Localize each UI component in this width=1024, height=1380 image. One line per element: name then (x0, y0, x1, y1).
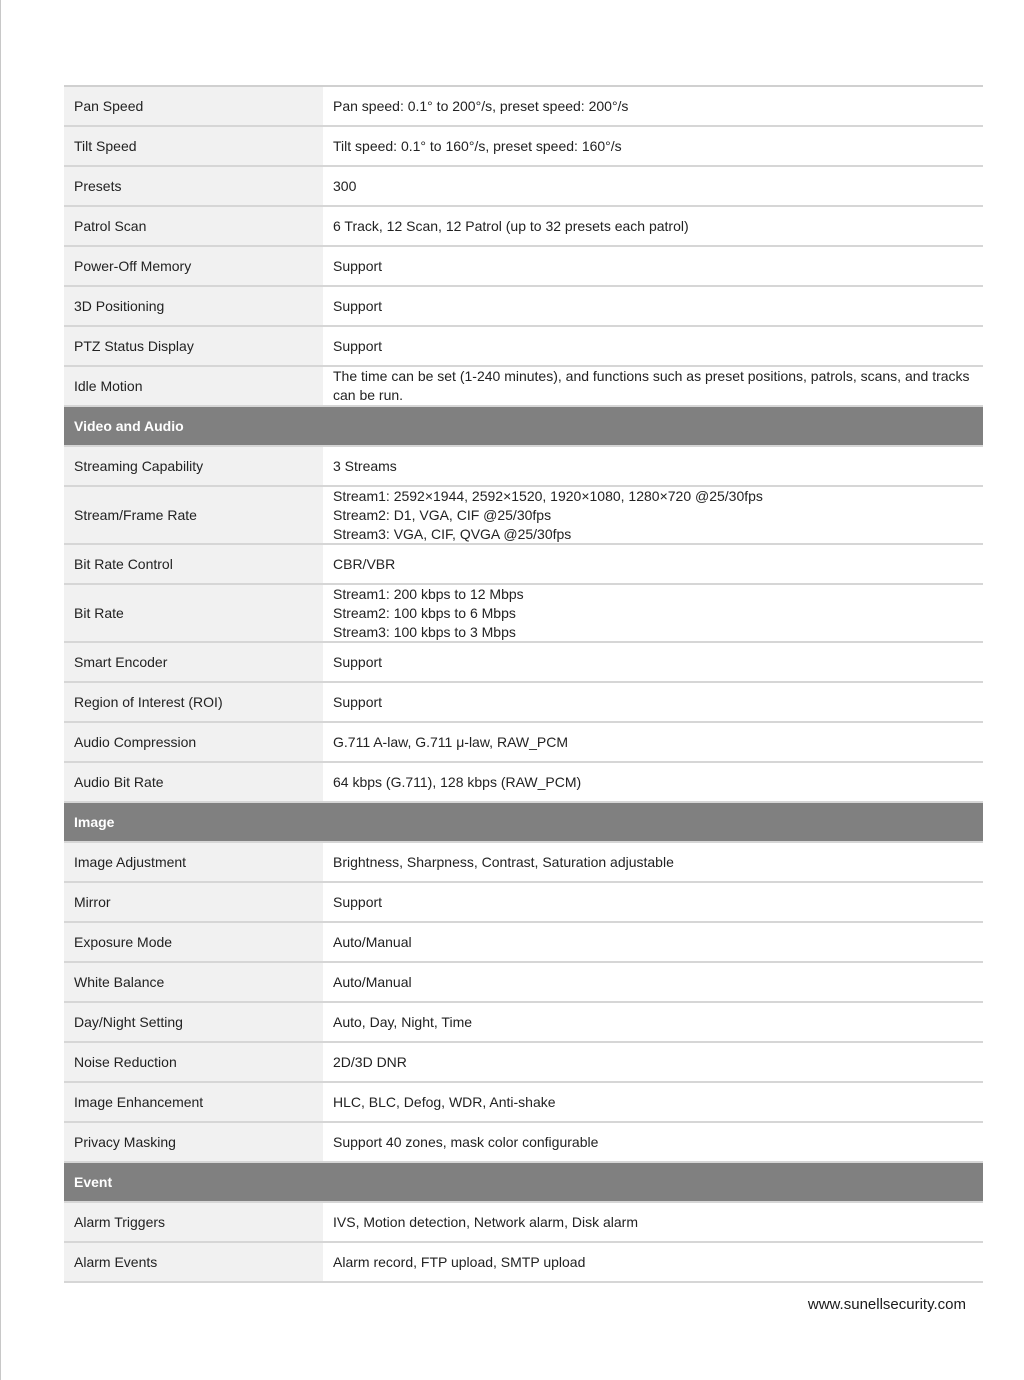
spec-label: PTZ Status Display (64, 327, 323, 365)
spec-row-exposure-mode (64, 923, 983, 963)
spec-value (323, 723, 983, 761)
spec-value-line: IVS, Motion detection, Network alarm, Disk alarm (333, 1213, 638, 1230)
spec-row-white-balance (64, 963, 983, 1003)
spec-label: Bit Rate Control (64, 545, 323, 583)
spec-value (323, 883, 983, 921)
spec-label: Audio Compression (64, 723, 323, 761)
section-header-video-audio: Video and Audio (64, 407, 983, 447)
spec-value-line: Alarm record, FTP upload, SMTP upload (333, 1253, 586, 1270)
spec-value-line: Support (333, 893, 383, 910)
spec-label: Noise Reduction (64, 1043, 323, 1081)
spec-label: Region of Interest (ROI) (64, 683, 323, 721)
spec-value-line: CBR/VBR (333, 555, 396, 572)
spec-row-patrol-scan (64, 207, 983, 247)
spec-row-tilt-speed (64, 127, 983, 167)
spec-label: Stream/Frame Rate (64, 487, 323, 543)
spec-value-line: 2D/3D DNR (333, 1053, 407, 1070)
spec-value (323, 643, 983, 681)
spec-value-line: Stream3: 100 kbps to 3 Mbps (333, 623, 516, 640)
spec-value (323, 923, 983, 961)
spec-label: Pan Speed (64, 87, 323, 125)
spec-label: Image Adjustment (64, 843, 323, 881)
spec-value-line: Brightness, Sharpness, Contrast, Saturation adjustable (333, 853, 674, 870)
spec-value-line: Support (333, 337, 383, 354)
spec-row-3d-positioning (64, 287, 983, 327)
spec-row-smart-encoder (64, 643, 983, 683)
spec-value-line: Stream3: VGA, CIF, QVGA @25/30fps (333, 525, 572, 542)
spec-row-ptz-status-display (64, 327, 983, 367)
spec-value-line: 6 Track, 12 Scan, 12 Patrol (up to 32 presets each patrol) (333, 217, 689, 234)
spec-label: Tilt Speed (64, 127, 323, 165)
spec-value (323, 167, 983, 205)
spec-value-line: Support (333, 653, 383, 670)
spec-label: Smart Encoder (64, 643, 323, 681)
spec-value (323, 1203, 983, 1241)
spec-row-mirror (64, 883, 983, 923)
spec-row-region-of-interest (64, 683, 983, 723)
spec-label: Alarm Triggers (64, 1203, 323, 1241)
spec-value (323, 247, 983, 285)
footer-website-url: www.sunellsecurity.com (807, 1296, 966, 1313)
spec-row-idle-motion (64, 367, 983, 407)
spec-row-presets (64, 167, 983, 207)
spec-value (323, 763, 983, 801)
spec-row-pan-speed (64, 87, 983, 127)
spec-value-line: Auto, Day, Night, Time (333, 1013, 473, 1030)
spec-value-line: Stream1: 2592×1944, 2592×1520, 1920×1080, 1280×720 @25/30fps (333, 487, 763, 504)
spec-value-line: Auto/Manual (333, 973, 412, 990)
spec-value-line: Support (333, 297, 383, 314)
spec-row-alarm-triggers (64, 1203, 983, 1243)
spec-value-line: 3 Streams (333, 457, 397, 474)
spec-label: Exposure Mode (64, 923, 323, 961)
spec-value (323, 1083, 983, 1121)
spec-value (323, 683, 983, 721)
spec-value (323, 127, 983, 165)
spec-value-line: Stream2: 100 kbps to 6 Mbps (333, 604, 516, 621)
spec-row-streaming-capability (64, 447, 983, 487)
spec-label: Patrol Scan (64, 207, 323, 245)
spec-label: Day/Night Setting (64, 1003, 323, 1041)
section-header-event: Event (64, 1163, 983, 1203)
spec-value (323, 1243, 983, 1281)
spec-value (323, 207, 983, 245)
spec-value-line: HLC, BLC, Defog, WDR, Anti-shake (333, 1093, 556, 1110)
spec-label: Idle Motion (64, 367, 323, 405)
spec-value-line: Support (333, 693, 383, 710)
spec-value-line: Tilt speed: 0.1° to 160°/s, preset speed: 160°/s (333, 137, 622, 154)
spec-value-line: G.711 A-law, G.711 μ-law, RAW_PCM (333, 733, 568, 750)
spec-row-noise-reduction (64, 1043, 983, 1083)
spec-row-stream-frame-rate (64, 487, 983, 545)
spec-table (64, 85, 983, 1283)
spec-row-day-night-setting (64, 1003, 983, 1043)
spec-value-line: 64 kbps (G.711), 128 kbps (RAW_PCM) (333, 773, 582, 790)
spec-value (323, 1043, 983, 1081)
spec-label: Streaming Capability (64, 447, 323, 485)
spec-row-alarm-events (64, 1243, 983, 1283)
spec-label: Alarm Events (64, 1243, 323, 1281)
spec-row-power-off-memory (64, 247, 983, 287)
spec-value (323, 327, 983, 365)
spec-row-image-enhancement (64, 1083, 983, 1123)
spec-label: Image Enhancement (64, 1083, 323, 1121)
page-edge-line (0, 0, 1, 1380)
spec-value (323, 447, 983, 485)
spec-value (323, 585, 983, 641)
spec-value (323, 545, 983, 583)
spec-value-line: 300 (333, 177, 357, 194)
spec-value-line: Stream1: 200 kbps to 12 Mbps (333, 585, 524, 602)
spec-label: Audio Bit Rate (64, 763, 323, 801)
spec-value (323, 487, 983, 543)
spec-value (323, 87, 983, 125)
spec-label: White Balance (64, 963, 323, 1001)
spec-row-privacy-masking (64, 1123, 983, 1163)
section-header-image: Image (64, 803, 983, 843)
spec-value-line: Support (333, 257, 383, 274)
spec-label: Power-Off Memory (64, 247, 323, 285)
spec-value-line: The time can be set (1-240 minutes), and functions such as preset positions, patrols, scans, and tracks (333, 368, 970, 384)
spec-value-line: Auto/Manual (333, 933, 412, 950)
spec-value-line: Stream2: D1, VGA, CIF @25/30fps (333, 506, 552, 523)
spec-row-audio-compression (64, 723, 983, 763)
spec-label: 3D Positioning (64, 287, 323, 325)
spec-value (323, 1003, 983, 1041)
spec-row-audio-bit-rate (64, 763, 983, 803)
spec-value (323, 367, 983, 405)
spec-value (323, 287, 983, 325)
spec-label: Presets (64, 167, 323, 205)
spec-row-image-adjustment (64, 843, 983, 883)
spec-label: Bit Rate (64, 585, 323, 641)
spec-value-line: Pan speed: 0.1° to 200°/s, preset speed: 200°/s (333, 97, 629, 114)
spec-value (323, 843, 983, 881)
spec-value (323, 1123, 983, 1161)
spec-row-bit-rate-control (64, 545, 983, 585)
spec-label: Mirror (64, 883, 323, 921)
spec-value-line: can be run. (333, 387, 404, 403)
spec-label: Privacy Masking (64, 1123, 323, 1161)
spec-value (323, 963, 983, 1001)
spec-value-line: Support 40 zones, mask color configurable (333, 1133, 599, 1150)
spec-row-bit-rate (64, 585, 983, 643)
